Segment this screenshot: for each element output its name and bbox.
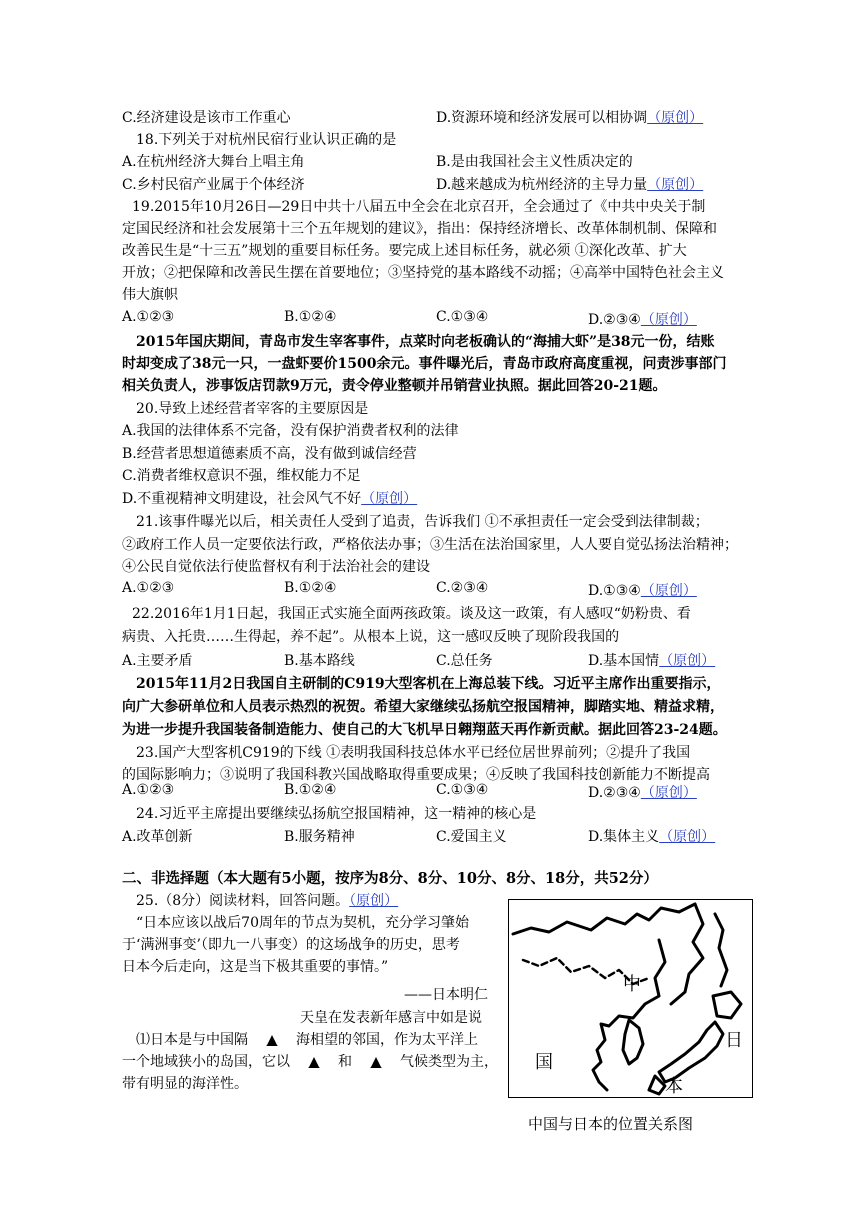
q22-option-d <box>588 650 715 670</box>
q19-source-tag: （原创） <box>640 312 697 328</box>
q17-option-d <box>436 107 703 127</box>
q25-source-tag: （原创） <box>349 893 399 909</box>
answer-blank-2[interactable]: ▲ <box>308 1054 320 1070</box>
q24-option-b: B.服务精神 <box>284 829 355 845</box>
q18-option-a: A.在杭州经济大舞台上唱主角 <box>122 154 305 170</box>
q21-option-d-text: D.①③④ <box>588 583 641 599</box>
q17-option-c: C.经济建设是该市工作重心 <box>122 110 291 126</box>
q19-option-d <box>588 309 697 329</box>
q23-source-tag: （原创） <box>640 785 697 801</box>
map-russia-coast <box>671 904 703 1004</box>
material-1-line-2: 时却变成了38元一只，一盘虾要价1500余元。事件曝光后，青岛市政府高度重视，问责涉事部门 <box>122 356 727 372</box>
q23-option-d <box>588 782 697 802</box>
section-2-heading: 二、非选择题（本大题有5小题，按序为8分、8分、10分、8分、18分，共52分） <box>122 870 658 887</box>
q19-line-2: 定国民经济和社会发展第十三个五年规划的建议》，指出：保持经济增长、改革体制机制、保障和 <box>122 221 717 237</box>
q25-stem-text: 25.（8分）阅读材料，回答问题。 <box>136 893 350 909</box>
q19-option-c: C.①③④ <box>436 309 489 325</box>
q21-option-d <box>588 580 697 600</box>
q19-line-4: 开放；②把保障和改善民生摆在首要地位；③坚持党的基本路线不动摇；④高举中国特色社会主义 <box>122 265 724 281</box>
q20-option-a: A.我国的法律体系不完备，没有保护消费者权利的法律 <box>122 423 459 439</box>
q25-quote-line-3: 日本今后走向，这是当下极其重要的事情。” <box>122 959 389 975</box>
q24-source-tag: （原创） <box>659 829 716 845</box>
q25-sub1-line-2 <box>122 1051 498 1073</box>
q22-source-tag: （原创） <box>659 653 716 669</box>
q25-quote-line-2: 于‘满洲事变’（即九一八事变）的这场战争的历史，思考 <box>122 937 460 953</box>
q20-stem: 20.导致上述经营者宰客的主要原因是 <box>136 401 369 417</box>
q17-source-tag: （原创） <box>647 110 704 126</box>
q25-sub2-text-c: 气候类型为主， <box>400 1054 498 1070</box>
map-china-coast <box>593 940 665 1090</box>
q25-sub1-text-a: ⑴日本是与中国隔 <box>136 1032 248 1048</box>
q22-option-c: C.总任务 <box>436 653 493 669</box>
q22-option-b: B.基本路线 <box>284 653 355 669</box>
q19-option-d-text: D.②③④ <box>588 312 641 328</box>
q18-option-d-text: D.越来越成为杭州经济的主导力量 <box>436 177 648 193</box>
q24-option-d-text: D.集体主义 <box>588 829 660 845</box>
q22-line-1: 22.2016年1月1日起，我国正式实施全面两孩政策。谈及这一政策，有人感叹“奶粉贵、看 <box>132 606 691 622</box>
q21-option-a: A.①②③ <box>122 580 175 596</box>
map-label-ri: 日 <box>725 1030 743 1051</box>
q20-option-c: C.消费者维权意识不强，维权能力不足 <box>122 468 361 484</box>
q23-option-d-text: D.②③④ <box>588 785 641 801</box>
q23-line-2: 的国际影响力；③说明了我国科教兴国战略取得重要成果；④反映了我国科技创新能力不断提高 <box>122 767 710 783</box>
q23-option-c: C.①③④ <box>436 782 489 798</box>
q23-line-1: 23.国产大型客机C919的下线 ①表明我国科技总体水平已经位居世界前列；②提升了我国 <box>136 745 691 761</box>
q21-line-2: ②政府工作人员一定要依法行政，严格依法办事；③生活在法治国家里，人人要自觉弘扬法治精神； <box>122 537 738 553</box>
q19-line-3: 改善民生是“十三五”规划的重要目标任务。要完成上述目标任务，就必须 ①深化改革、扩大 <box>122 243 687 259</box>
q25-sub1-line-1 <box>136 1029 478 1051</box>
material-2-line-1: 2015年11月2日我国自主研制的C919大型客机在上海总装下线。习近平主席作出重要指示， <box>136 676 721 692</box>
map-caption: 中国与日本的位置关系图 <box>528 1115 694 1133</box>
map-label-zhong: 中 <box>623 974 641 995</box>
map-korea <box>623 1020 643 1064</box>
q25-attribution-line-1: ——日本明仁 <box>404 987 488 1003</box>
q25-attribution-line-2: 天皇在发表新年感言中如是说 <box>300 1010 482 1026</box>
q18-option-d <box>436 174 703 194</box>
material-2-line-3: 为进一步提升我国装备制造能力、使自己的大飞机早日翱翔蓝天再作新贡献。据此回答23-24题。 <box>122 722 727 738</box>
q24-option-d <box>588 826 715 846</box>
china-japan-map <box>508 899 753 1098</box>
map-border-north <box>513 904 695 934</box>
material-1-line-3: 相关负责人，涉事饭店罚款9万元，责令停业整顿并吊销营业执照。据此回答20-21题。 <box>122 378 667 394</box>
material-1-line-1: 2015年国庆期间，青岛市发生宰客事件，点菜时向老板确认的“海捕大虾”是38元一份，结账 <box>136 334 715 350</box>
q24-stem: 24.习近平主席提出要继续弘扬航空报国精神，这一精神的核心是 <box>136 806 537 822</box>
q25-sub1-line-3: 带有明显的海洋性。 <box>122 1076 248 1092</box>
q25-sub2-text-a: 一个地域狭小的岛国，它以 <box>122 1054 290 1070</box>
q21-source-tag: （原创） <box>640 583 697 599</box>
q22-option-d-text: D.基本国情 <box>588 653 660 669</box>
q19-option-a: A.①②③ <box>122 309 175 325</box>
q23-option-a: A.①②③ <box>122 782 175 798</box>
q18-stem: 18.下列关于对杭州民宿行业认识正确的是 <box>136 132 397 148</box>
q22-line-2: 病贵、入托贵……生得起，养不起”。从根本上说，这一感叹反映了现阶段我国的 <box>122 629 620 645</box>
q20-option-d <box>122 488 417 510</box>
q19-line-1: 19.2015年10月26日—29日中共十八届五中全会在北京召开，全会通过了《中共中央关于制 <box>132 199 706 215</box>
q23-option-b: B.①②④ <box>284 782 337 798</box>
material-2-line-2: 向广大参研单位和人员表示热烈的祝贺。希望大家继续弘扬航空报国精神，脚踏实地、精益求精， <box>122 699 724 715</box>
map-hokkaido <box>713 992 741 1018</box>
q18-option-b: B.是由我国社会主义性质决定的 <box>436 154 633 170</box>
q20-source-tag: （原创） <box>361 491 418 507</box>
q20-option-b: B.经营者思想道德素质不高，没有做到诚信经营 <box>122 446 417 462</box>
q18-source-tag: （原创） <box>647 177 704 193</box>
q21-option-b: B.①②④ <box>284 580 337 596</box>
q17-option-d-text: D.资源环境和经济发展可以相协调 <box>436 110 648 126</box>
q19-option-b: B.①②④ <box>284 309 337 325</box>
map-label-ben: 本 <box>665 1076 683 1097</box>
q19-line-5: 伟大旗帜 <box>122 287 178 303</box>
q21-option-c: C.②③④ <box>436 580 489 596</box>
answer-blank-3[interactable]: ▲ <box>370 1054 382 1070</box>
q25-quote-line-1: “日本应该以战后70周年的节点为契机，充分学习肇始 <box>136 915 469 931</box>
q21-line-1: 21.该事件曝光以后，相关责任人受到了追责，告诉我们 ①不承担责任一定会受到法律制裁； <box>136 514 709 530</box>
q24-option-a: A.改革创新 <box>122 829 193 845</box>
q25-stem <box>136 890 398 912</box>
q25-sub2-text-b: 和 <box>338 1054 352 1070</box>
answer-blank-1[interactable]: ▲ <box>266 1032 278 1048</box>
q22-option-a: A.主要矛盾 <box>122 653 193 669</box>
map-sakhalin <box>715 914 727 986</box>
map-label-guo: 国 <box>535 1052 553 1073</box>
q25-sub1-text-b: 海相望的邻国，作为太平洋上 <box>296 1032 478 1048</box>
q21-line-3: ④公民自觉依法行使监督权有利于法治社会的建设 <box>122 559 430 575</box>
q24-option-c: C.爱国主义 <box>436 829 507 845</box>
q18-option-c: C.乡村民宿产业属于个体经济 <box>122 177 305 193</box>
q20-option-d-text: D.不重视精神文明建设，社会风气不好 <box>122 491 362 507</box>
